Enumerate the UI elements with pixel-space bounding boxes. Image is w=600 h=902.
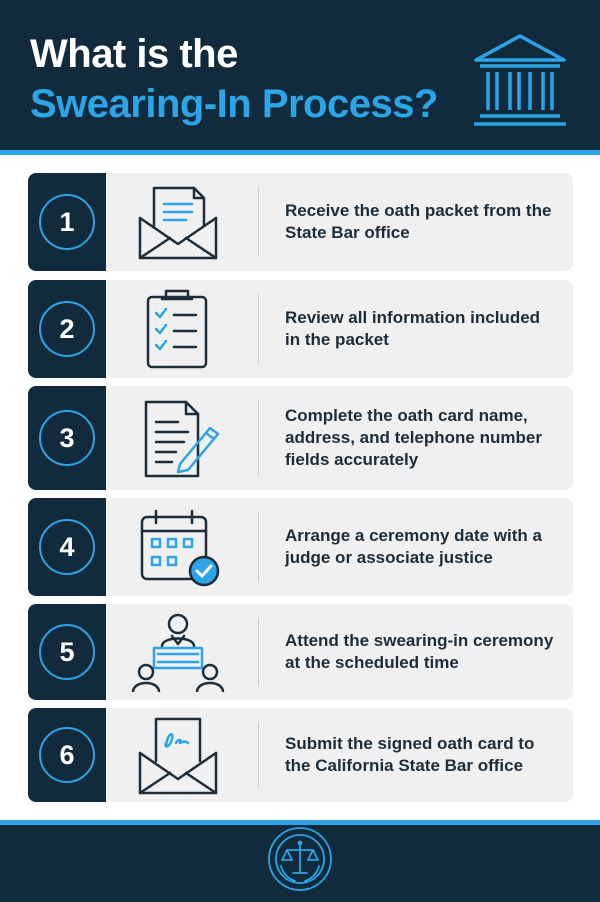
step-number-panel bbox=[28, 386, 106, 490]
step-text: Attend the swearing-in ceremony at the scheduled time bbox=[285, 631, 554, 672]
page-title-line2: Swearing-In Process? bbox=[30, 82, 438, 126]
step-divider bbox=[258, 400, 259, 476]
step-number: 3 bbox=[39, 410, 95, 466]
envelope-letter-icon bbox=[128, 182, 228, 262]
courthouse-icon bbox=[470, 28, 570, 130]
step-number: 1 bbox=[39, 194, 95, 250]
step-card bbox=[28, 386, 573, 490]
step-text: Review all information included in the packet bbox=[285, 308, 541, 349]
clipboard-checklist-icon bbox=[128, 289, 228, 369]
signed-envelope-icon bbox=[128, 715, 228, 795]
step-divider bbox=[258, 512, 259, 582]
step-number: 6 bbox=[39, 727, 95, 783]
ceremony-people-icon bbox=[128, 612, 228, 692]
step-number: 4 bbox=[39, 519, 95, 575]
step-number-panel bbox=[28, 280, 106, 378]
document-pen-icon bbox=[128, 398, 228, 478]
step-number-panel bbox=[28, 708, 106, 802]
step-number: 2 bbox=[39, 301, 95, 357]
step-card bbox=[28, 708, 573, 802]
step-card bbox=[28, 498, 573, 596]
step-divider bbox=[258, 187, 259, 257]
step-card bbox=[28, 280, 573, 378]
header-accent-line bbox=[0, 150, 600, 155]
step-divider bbox=[258, 618, 259, 686]
scales-of-justice-seal-icon bbox=[267, 826, 333, 892]
page-title-line1: What is the bbox=[30, 32, 238, 76]
step-number-panel bbox=[28, 604, 106, 700]
step-number-panel bbox=[28, 173, 106, 271]
step-card bbox=[28, 173, 573, 271]
step-text: Complete the oath card name, address, and telephone number fields accurately bbox=[285, 406, 542, 469]
step-text: Arrange a ceremony date with a judge or associate justice bbox=[285, 526, 542, 567]
step-divider bbox=[258, 722, 259, 788]
step-number-panel bbox=[28, 498, 106, 596]
calendar-check-icon bbox=[128, 507, 228, 587]
step-divider bbox=[258, 294, 259, 364]
step-text: Receive the oath packet from the State Bar office bbox=[285, 201, 552, 242]
step-card bbox=[28, 604, 573, 700]
step-text: Submit the signed oath card to the California State Bar office bbox=[285, 734, 535, 775]
step-number: 5 bbox=[39, 624, 95, 680]
